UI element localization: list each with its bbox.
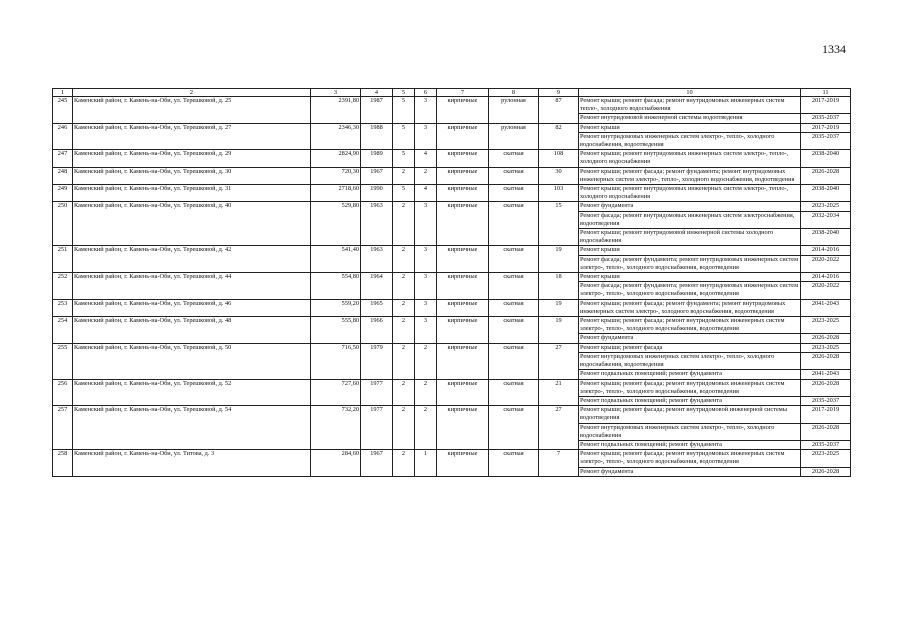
period-cell: 2038-2040	[801, 150, 851, 167]
period-cell: 2026-2028	[801, 167, 851, 184]
floors-cell: 2	[393, 202, 415, 246]
page-number: 1334	[822, 42, 846, 56]
year-cell: 1967	[361, 167, 393, 184]
column-header: 6	[415, 89, 437, 97]
row-number: 254	[53, 317, 73, 344]
period-cell: 2014-2016	[801, 273, 851, 282]
apartments-cell: 7	[539, 450, 579, 477]
entrances-cell: 4	[415, 150, 437, 167]
column-header: 4	[361, 89, 393, 97]
work-cell: Ремонт крыши; ремонт внутридомовых инженерных систем электро-, тепло-, холодного водоснабжения	[579, 150, 801, 167]
period-cell: 2035-2037	[801, 114, 851, 123]
year-cell: 1966	[361, 317, 393, 344]
floors-cell: 2	[393, 246, 415, 273]
table-row	[53, 379, 851, 396]
period-cell: 2026-2028	[801, 379, 851, 396]
year-cell: 1989	[361, 150, 393, 167]
period-cell: 2017-2019	[801, 97, 851, 114]
period-cell: 2017-2019	[801, 406, 851, 423]
apartments-cell: 108	[539, 150, 579, 167]
address-cell: Каменский район, г. Камень-на-Оби, ул. Терешковой, д. 31	[73, 185, 311, 202]
period-cell: 2041-2043	[801, 370, 851, 379]
apartments-cell: 27	[539, 343, 579, 379]
wall-material-cell: кирпичные	[437, 273, 489, 300]
work-cell: Ремонт крыши	[579, 246, 801, 255]
roof-type-cell: рулонная	[489, 97, 539, 124]
wall-material-cell: кирпичные	[437, 343, 489, 379]
period-cell: 2035-2037	[801, 132, 851, 149]
address-cell: Каменский район, г. Камень-на-Оби, ул. Терешковой, д. 46	[73, 299, 311, 316]
floors-cell: 2	[393, 317, 415, 344]
area-cell: 2391,80	[311, 97, 361, 124]
work-cell: Ремонт подвальных помещений; ремонт фундамента	[579, 370, 801, 379]
row-number: 245	[53, 97, 73, 124]
period-cell: 2026-2028	[801, 352, 851, 369]
apartments-cell: 27	[539, 406, 579, 450]
area-cell: 554,80	[311, 273, 361, 300]
roof-type-cell: скатная	[489, 167, 539, 184]
address-cell: Каменский район, г. Камень-на-Оби, ул. Терешковой, д. 29	[73, 150, 311, 167]
year-cell: 1979	[361, 343, 393, 379]
area-cell: 2824,90	[311, 150, 361, 167]
column-header: 9	[539, 89, 579, 97]
year-cell: 1990	[361, 185, 393, 202]
apartments-cell: 103	[539, 185, 579, 202]
area-cell: 2718,60	[311, 185, 361, 202]
wall-material-cell: кирпичные	[437, 202, 489, 246]
floors-cell: 2	[393, 343, 415, 379]
area-cell: 555,80	[311, 317, 361, 344]
period-cell: 2026-2028	[801, 334, 851, 343]
table-row	[53, 273, 851, 282]
period-cell: 2035-2037	[801, 440, 851, 449]
floors-cell: 2	[393, 379, 415, 406]
entrances-cell: 3	[415, 299, 437, 316]
work-cell: Ремонт внутридомовых инженерных систем электро-, тепло-, холодного водоснабжения, водоотведения	[579, 352, 801, 369]
apartments-cell: 87	[539, 97, 579, 124]
table-row	[53, 185, 851, 202]
period-cell: 2038-2040	[801, 185, 851, 202]
entrances-cell: 2	[415, 343, 437, 379]
work-cell: Ремонт внутридомовых инженерных систем электро-, тепло-, холодного водоснабжения	[579, 423, 801, 440]
address-cell: Каменский район, г. Камень-на-Оби, ул. Терешковой, д. 27	[73, 123, 311, 150]
work-cell: Ремонт крыши; ремонт фасада	[579, 343, 801, 352]
roof-type-cell: скатная	[489, 185, 539, 202]
row-number: 246	[53, 123, 73, 150]
roof-type-cell: скатная	[489, 343, 539, 379]
row-number: 247	[53, 150, 73, 167]
column-header: 11	[801, 89, 851, 97]
table-body	[53, 89, 851, 477]
floors-cell: 2	[393, 273, 415, 300]
wall-material-cell: кирпичные	[437, 167, 489, 184]
apartments-cell: 19	[539, 317, 579, 344]
work-cell: Ремонт крыши; ремонт фасада; ремонт внутридомовых инженерных систем тепло-, холодного водоснабжения	[579, 97, 801, 114]
row-number: 252	[53, 273, 73, 300]
area-cell: 2346,30	[311, 123, 361, 150]
area-cell: 720,30	[311, 167, 361, 184]
entrances-cell: 3	[415, 97, 437, 124]
row-number: 248	[53, 167, 73, 184]
table-row	[53, 150, 851, 167]
roof-type-cell: скатная	[489, 299, 539, 316]
table-row	[53, 299, 851, 316]
entrances-cell: 4	[415, 185, 437, 202]
apartments-cell: 15	[539, 202, 579, 246]
year-cell: 1988	[361, 123, 393, 150]
entrances-cell: 1	[415, 450, 437, 477]
floors-cell: 5	[393, 123, 415, 150]
floors-cell: 2	[393, 299, 415, 316]
entrances-cell: 3	[415, 273, 437, 300]
table-row	[53, 246, 851, 255]
row-number: 257	[53, 406, 73, 450]
roof-type-cell: скатная	[489, 202, 539, 246]
wall-material-cell: кирпичные	[437, 299, 489, 316]
header-row	[53, 89, 851, 97]
entrances-cell: 3	[415, 246, 437, 273]
address-cell: Каменский район, г. Камень-на-Оби, ул. Терешковой, д. 54	[73, 406, 311, 450]
roof-type-cell: скатная	[489, 379, 539, 406]
work-cell: Ремонт крыши; ремонт фасада; ремонт внутридомовой инженерной системы водоотведения	[579, 406, 801, 423]
wall-material-cell: кирпичные	[437, 150, 489, 167]
year-cell: 1964	[361, 273, 393, 300]
year-cell: 1963	[361, 202, 393, 246]
period-cell: 2041-2043	[801, 299, 851, 316]
row-number: 256	[53, 379, 73, 406]
row-number: 251	[53, 246, 73, 273]
period-cell: 2026-2028	[801, 423, 851, 440]
table-row	[53, 406, 851, 423]
table-row	[53, 317, 851, 334]
table-row	[53, 123, 851, 132]
column-header: 10	[579, 89, 801, 97]
area-cell: 727,60	[311, 379, 361, 406]
wall-material-cell: кирпичные	[437, 406, 489, 450]
floors-cell: 2	[393, 406, 415, 450]
period-cell: 2026-2028	[801, 467, 851, 476]
work-cell: Ремонт фундамента	[579, 202, 801, 211]
year-cell: 1977	[361, 406, 393, 450]
work-cell: Ремонт крыши; ремонт фасада; ремонт внутридомовых инженерных систем электро-, тепло-, холодного водоснабжения, водоотведения	[579, 317, 801, 334]
work-cell: Ремонт крыши; ремонт фасада; ремонт фундамента; ремонт внутридомовых инженерных систем электро-, тепло-, холодного водоснабжения, водоотведения	[579, 167, 801, 184]
period-cell: 2020-2022	[801, 255, 851, 272]
work-cell: Ремонт фундамента	[579, 334, 801, 343]
work-cell: Ремонт фасада; ремонт фундамента; ремонт внутридомовых инженерных систем электро-, тепло-, холодного водоснабжения, водоотведения	[579, 255, 801, 272]
period-cell: 2023-2025	[801, 343, 851, 352]
period-cell: 2023-2025	[801, 450, 851, 467]
row-number: 253	[53, 299, 73, 316]
work-cell: Ремонт фундамента	[579, 467, 801, 476]
work-cell: Ремонт фасада; ремонт внутридомовых инженерных систем электроснабжения, водоотведения	[579, 211, 801, 228]
wall-material-cell: кирпичные	[437, 123, 489, 150]
area-cell: 529,80	[311, 202, 361, 246]
work-cell: Ремонт крыши; ремонт внутридомовой инженерной системы холодного водоснабжения	[579, 229, 801, 246]
period-cell: 2023-2025	[801, 202, 851, 211]
address-cell: Каменский район, г. Камень-на-Оби, ул. Терешковой, д. 50	[73, 343, 311, 379]
work-cell: Ремонт крыши	[579, 123, 801, 132]
work-cell: Ремонт фасада; ремонт фундамента; ремонт внутридомовых инженерных систем электро-, тепло-, холодного водоснабжения, водоотведения	[579, 282, 801, 299]
address-cell: Каменский район, г. Камень-на-Оби, ул. Терешковой, д. 42	[73, 246, 311, 273]
entrances-cell: 2	[415, 406, 437, 450]
address-cell: Каменский район, г. Камень-на-Оби, ул. Титова, д. 3	[73, 450, 311, 477]
roof-type-cell: скатная	[489, 246, 539, 273]
wall-material-cell: кирпичные	[437, 450, 489, 477]
wall-material-cell: кирпичные	[437, 185, 489, 202]
roof-type-cell: рулонная	[489, 123, 539, 150]
roof-type-cell: скатная	[489, 450, 539, 477]
work-cell: Ремонт внутридомовой инженерной системы водоотведения	[579, 114, 801, 123]
apartments-cell: 21	[539, 379, 579, 406]
column-header: 7	[437, 89, 489, 97]
entrances-cell: 2	[415, 167, 437, 184]
entrances-cell: 3	[415, 202, 437, 246]
work-cell: Ремонт крыши	[579, 273, 801, 282]
floors-cell: 2	[393, 450, 415, 477]
table-row	[53, 167, 851, 184]
floors-cell: 5	[393, 185, 415, 202]
year-cell: 1967	[361, 450, 393, 477]
work-cell: Ремонт крыши; ремонт фасада; ремонт внутридомовых инженерных систем электро-, тепло-, холодного водоснабжения, водоотведения	[579, 450, 801, 467]
wall-material-cell: кирпичные	[437, 379, 489, 406]
period-cell: 2038-2040	[801, 229, 851, 246]
address-cell: Каменский район, г. Камень-на-Оби, ул. Терешковой, д. 48	[73, 317, 311, 344]
period-cell: 2032-2034	[801, 211, 851, 228]
roof-type-cell: скатная	[489, 273, 539, 300]
work-cell: Ремонт крыши; ремонт фасада; ремонт фундамента; ремонт внутридомовых инженерных систем электро-, холодного водоснабжения, водоотведения	[579, 299, 801, 316]
period-cell: 2023-2025	[801, 317, 851, 334]
entrances-cell: 3	[415, 317, 437, 344]
column-header: 1	[53, 89, 73, 97]
roof-type-cell: скатная	[489, 317, 539, 344]
apartments-cell: 19	[539, 299, 579, 316]
period-cell: 2020-2022	[801, 282, 851, 299]
work-cell: Ремонт крыши; ремонт внутридомовых инженерных систем электро-, тепло-, холодного водоснабжения	[579, 185, 801, 202]
capital-repair-table	[52, 88, 851, 477]
row-number: 249	[53, 185, 73, 202]
address-cell: Каменский район, г. Камень-на-Оби, ул. Терешковой, д. 25	[73, 97, 311, 124]
area-cell: 716,50	[311, 343, 361, 379]
work-cell: Ремонт подвальных помещений; ремонт фундамента	[579, 440, 801, 449]
column-header: 8	[489, 89, 539, 97]
year-cell: 1963	[361, 246, 393, 273]
area-cell: 541,40	[311, 246, 361, 273]
roof-type-cell: скатная	[489, 150, 539, 167]
apartments-cell: 30	[539, 167, 579, 184]
address-cell: Каменский район, г. Камень-на-Оби, ул. Терешковой, д. 44	[73, 273, 311, 300]
address-cell: Каменский район, г. Камень-на-Оби, ул. Терешковой, д. 52	[73, 379, 311, 406]
roof-type-cell: скатная	[489, 406, 539, 450]
period-cell: 2014-2016	[801, 246, 851, 255]
year-cell: 1977	[361, 379, 393, 406]
row-number: 258	[53, 450, 73, 477]
wall-material-cell: кирпичные	[437, 97, 489, 124]
column-header: 5	[393, 89, 415, 97]
floors-cell: 5	[393, 97, 415, 124]
address-cell: Каменский район, г. Камень-на-Оби, ул. Терешковой, д. 40	[73, 202, 311, 246]
work-cell: Ремонт внутридомовых инженерных систем электро-, тепло-, холодного водоснабжения, водоотведения	[579, 132, 801, 149]
address-cell: Каменский район, г. Камень-на-Оби, ул. Терешковой, д. 30	[73, 167, 311, 184]
wall-material-cell: кирпичные	[437, 317, 489, 344]
area-cell: 559,20	[311, 299, 361, 316]
row-number: 250	[53, 202, 73, 246]
period-cell: 2035-2037	[801, 396, 851, 405]
table-row	[53, 343, 851, 352]
area-cell: 732,20	[311, 406, 361, 450]
table-row	[53, 97, 851, 114]
apartments-cell: 19	[539, 246, 579, 273]
column-header: 2	[73, 89, 311, 97]
table-row	[53, 450, 851, 467]
apartments-cell: 18	[539, 273, 579, 300]
period-cell: 2017-2019	[801, 123, 851, 132]
wall-material-cell: кирпичные	[437, 246, 489, 273]
table-row	[53, 202, 851, 211]
entrances-cell: 3	[415, 123, 437, 150]
area-cell: 284,60	[311, 450, 361, 477]
apartments-cell: 82	[539, 123, 579, 150]
work-cell: Ремонт крыши; ремонт фасада; ремонт внутридомовых инженерных систем электро-, тепло-, холодного водоснабжения, водоотведения	[579, 379, 801, 396]
year-cell: 1987	[361, 97, 393, 124]
work-cell: Ремонт подвальных помещений; ремонт фундамента	[579, 396, 801, 405]
column-header: 3	[311, 89, 361, 97]
floors-cell: 5	[393, 150, 415, 167]
floors-cell: 2	[393, 167, 415, 184]
year-cell: 1965	[361, 299, 393, 316]
row-number: 255	[53, 343, 73, 379]
entrances-cell: 2	[415, 379, 437, 406]
